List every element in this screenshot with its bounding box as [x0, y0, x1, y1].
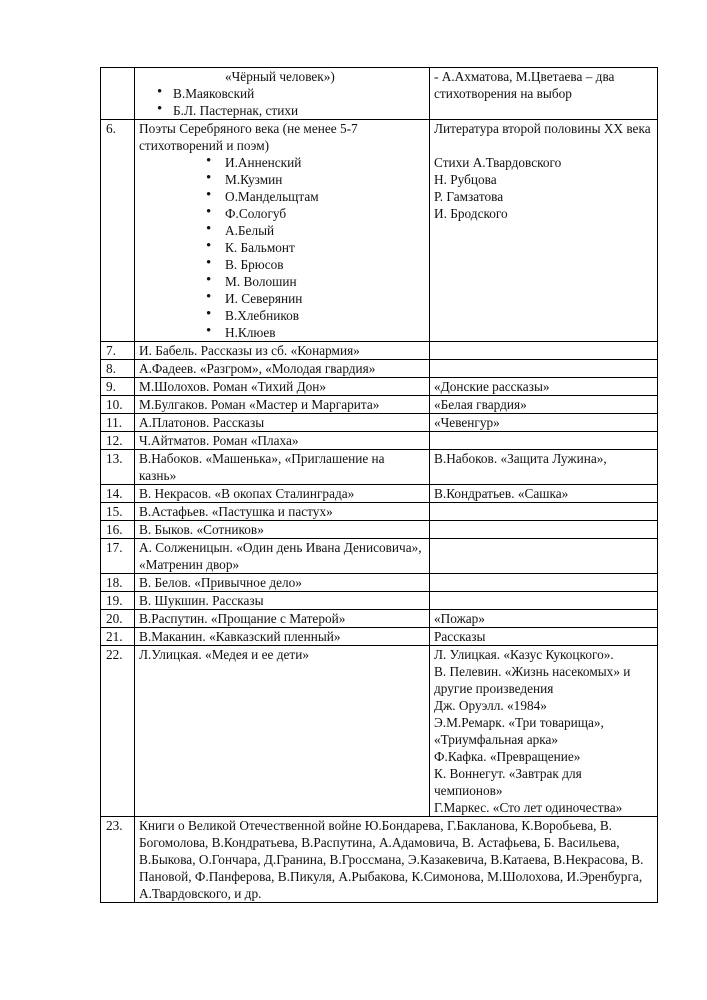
- extra-cell: [430, 503, 658, 521]
- row-number: 17.: [101, 539, 135, 574]
- extra-line: В. Пелевин. «Жизнь насекомых» и другие произведения: [434, 664, 631, 696]
- author-cell: В. Белов. «Привычное дело»: [135, 574, 430, 592]
- extra-cell: [430, 432, 658, 450]
- row-number: 15.: [101, 503, 135, 521]
- list-item: • К. Бальмонт: [139, 239, 425, 256]
- row-number: [101, 68, 135, 120]
- author-list: [139, 85, 425, 119]
- author-cell: В. Некрасов. «В окопах Сталинграда»: [135, 485, 430, 503]
- row-number: 12.: [101, 432, 135, 450]
- author-cell: В.Набоков. «Машенька», «Приглашение на казнь»: [135, 450, 430, 485]
- row-number: 10.: [101, 396, 135, 414]
- poets-list: [139, 154, 425, 341]
- row-number: 9.: [101, 378, 135, 396]
- author-cell: А.Фадеев. «Разгром», «Молодая гвардия»: [135, 360, 430, 378]
- extra-line: Г.Маркес. «Сто лет одиночества»: [434, 800, 623, 815]
- author-cell: М.Шолохов. Роман «Тихий Дон»: [135, 378, 430, 396]
- list-item: • М.Кузмин: [139, 171, 425, 188]
- table-row: [101, 503, 658, 521]
- row-number: 14.: [101, 485, 135, 503]
- author-cell: А.Платонов. Рассказы: [135, 414, 430, 432]
- table-row: [101, 610, 658, 628]
- list-item: • М. Волошин: [139, 273, 425, 290]
- row-number: 6.: [101, 120, 135, 342]
- table-row: [101, 574, 658, 592]
- table-row: [101, 450, 658, 485]
- author-cell: В.Распутин. «Прощание с Матерой»: [135, 610, 430, 628]
- row-number: 11.: [101, 414, 135, 432]
- extra-cell: [430, 120, 658, 342]
- list-item: «Чёрный человек»): [225, 69, 335, 84]
- author-cell: М.Булгаков. Роман «Мастер и Маргарита»: [135, 396, 430, 414]
- table-row: [101, 432, 658, 450]
- author-cell: Ч.Айтматов. Роман «Плаха»: [135, 432, 430, 450]
- table-row: [101, 817, 658, 903]
- extra-line: - А.Ахматова, М.Цветаева – два: [434, 69, 615, 84]
- list-item: • Б.Л. Пастернак, стихи: [139, 102, 425, 119]
- list-item: • И. Северянин: [139, 290, 425, 307]
- list-item: • В.Хлебников: [139, 307, 425, 324]
- extra-line: Ф.Кафка. «Превращение»: [434, 749, 581, 764]
- extra-line: К. Воннегут. «Завтрак для чемпионов»: [434, 766, 582, 798]
- extra-cell: «Белая гвардия»: [430, 396, 658, 414]
- section-text: Поэты Серебряного века (не менее 5-7 стихотворений и поэм): [139, 121, 358, 153]
- table-row: [101, 539, 658, 574]
- author-cell: В. Шукшин. Рассказы: [135, 592, 430, 610]
- table-row: [101, 521, 658, 539]
- table-row: [101, 414, 658, 432]
- extra-cell: Рассказы: [430, 628, 658, 646]
- literature-table: [100, 67, 658, 903]
- list-item: • И.Анненский: [139, 154, 425, 171]
- table-row: [101, 396, 658, 414]
- extra-cell: [430, 360, 658, 378]
- extra-cell: [430, 68, 658, 120]
- row-number: 23.: [101, 817, 135, 903]
- row-number: 21.: [101, 628, 135, 646]
- list-item: • А.Белый: [139, 222, 425, 239]
- list-item: • О.Мандельщтам: [139, 188, 425, 205]
- author-cell: И. Бабель. Рассказы из сб. «Конармия»: [135, 342, 430, 360]
- row-number: 7.: [101, 342, 135, 360]
- extra-cell: [430, 574, 658, 592]
- author-cell: А. Солженицын. «Один день Ивана Денисовича», «Матренин двор»: [135, 539, 430, 574]
- extra-cell: [430, 521, 658, 539]
- list-item: • Н.Клюев: [139, 324, 425, 341]
- list-item: • В.Маяковский: [139, 85, 425, 102]
- extra-line: стихотворения на выбор: [434, 86, 572, 101]
- extra-cell: [430, 342, 658, 360]
- table-row: [101, 592, 658, 610]
- table-row: [101, 646, 658, 817]
- table-row: [101, 485, 658, 503]
- extra-cell: [430, 592, 658, 610]
- extra-line: Н. Рубцова: [434, 172, 497, 187]
- author-cell: В.Астафьев. «Пастушка и пастух»: [135, 503, 430, 521]
- extra-cell: «Пожар»: [430, 610, 658, 628]
- author-cell: В. Быков. «Сотников»: [135, 521, 430, 539]
- extra-cell: [430, 646, 658, 817]
- extra-cell: «Чевенгур»: [430, 414, 658, 432]
- extra-cell: [430, 539, 658, 574]
- row-number: 16.: [101, 521, 135, 539]
- row-number: 18.: [101, 574, 135, 592]
- list-item: • В. Брюсов: [139, 256, 425, 273]
- section-title: Литература второй половины ХХ века: [434, 121, 651, 136]
- table-row: [101, 628, 658, 646]
- extra-line: Э.М.Ремарк. «Три товарища», «Триумфальная арка»: [434, 715, 604, 747]
- author-cell: Л.Улицкая. «Медея и ее дети»: [135, 646, 430, 817]
- row-number: 19.: [101, 592, 135, 610]
- author-cell: В.Маканин. «Кавказский пленный»: [135, 628, 430, 646]
- table-row: [101, 120, 658, 342]
- row-number: 13.: [101, 450, 135, 485]
- table-row: [101, 68, 658, 120]
- row-number: 20.: [101, 610, 135, 628]
- wide-cell: Книги о Великой Отечественной войне Ю.Бондарева, Г.Бакланова, К.Воробьева, В. Богомолова, В.Кондратьева, В.Распутина, А.Адамовича, В. Астафьева, Б. Васильева, В.Быкова, О.Гончара, Д.Гранина, В.Гроссмана, Э.Казакевича, В.Катаева, В.Некрасова, В. Пановой, Ф.Панферова, В.Пикуля, А.Рыбакова, К.Симонова, М.Шолохова, И.Эренбурга, А.Твардовского, и др.: [135, 817, 658, 903]
- extra-line: Л. Улицкая. «Казус Кукоцкого».: [434, 647, 614, 662]
- row-number: 8.: [101, 360, 135, 378]
- author-cell: [135, 120, 430, 342]
- extra-line: Стихи А.Твардовского: [434, 155, 562, 170]
- extra-line: Дж. Оруэлл. «1984»: [434, 698, 547, 713]
- table-row: [101, 342, 658, 360]
- author-cell: [135, 68, 430, 120]
- extra-cell: В.Кондратьев. «Сашка»: [430, 485, 658, 503]
- table-row: [101, 378, 658, 396]
- extra-line: И. Бродского: [434, 206, 508, 221]
- list-item: • Ф.Сологуб: [139, 205, 425, 222]
- table-row: [101, 360, 658, 378]
- row-number: 22.: [101, 646, 135, 817]
- extra-cell: В.Набоков. «Защита Лужина»,: [430, 450, 658, 485]
- extra-cell: «Донские рассказы»: [430, 378, 658, 396]
- extra-line: Р. Гамзатова: [434, 189, 504, 204]
